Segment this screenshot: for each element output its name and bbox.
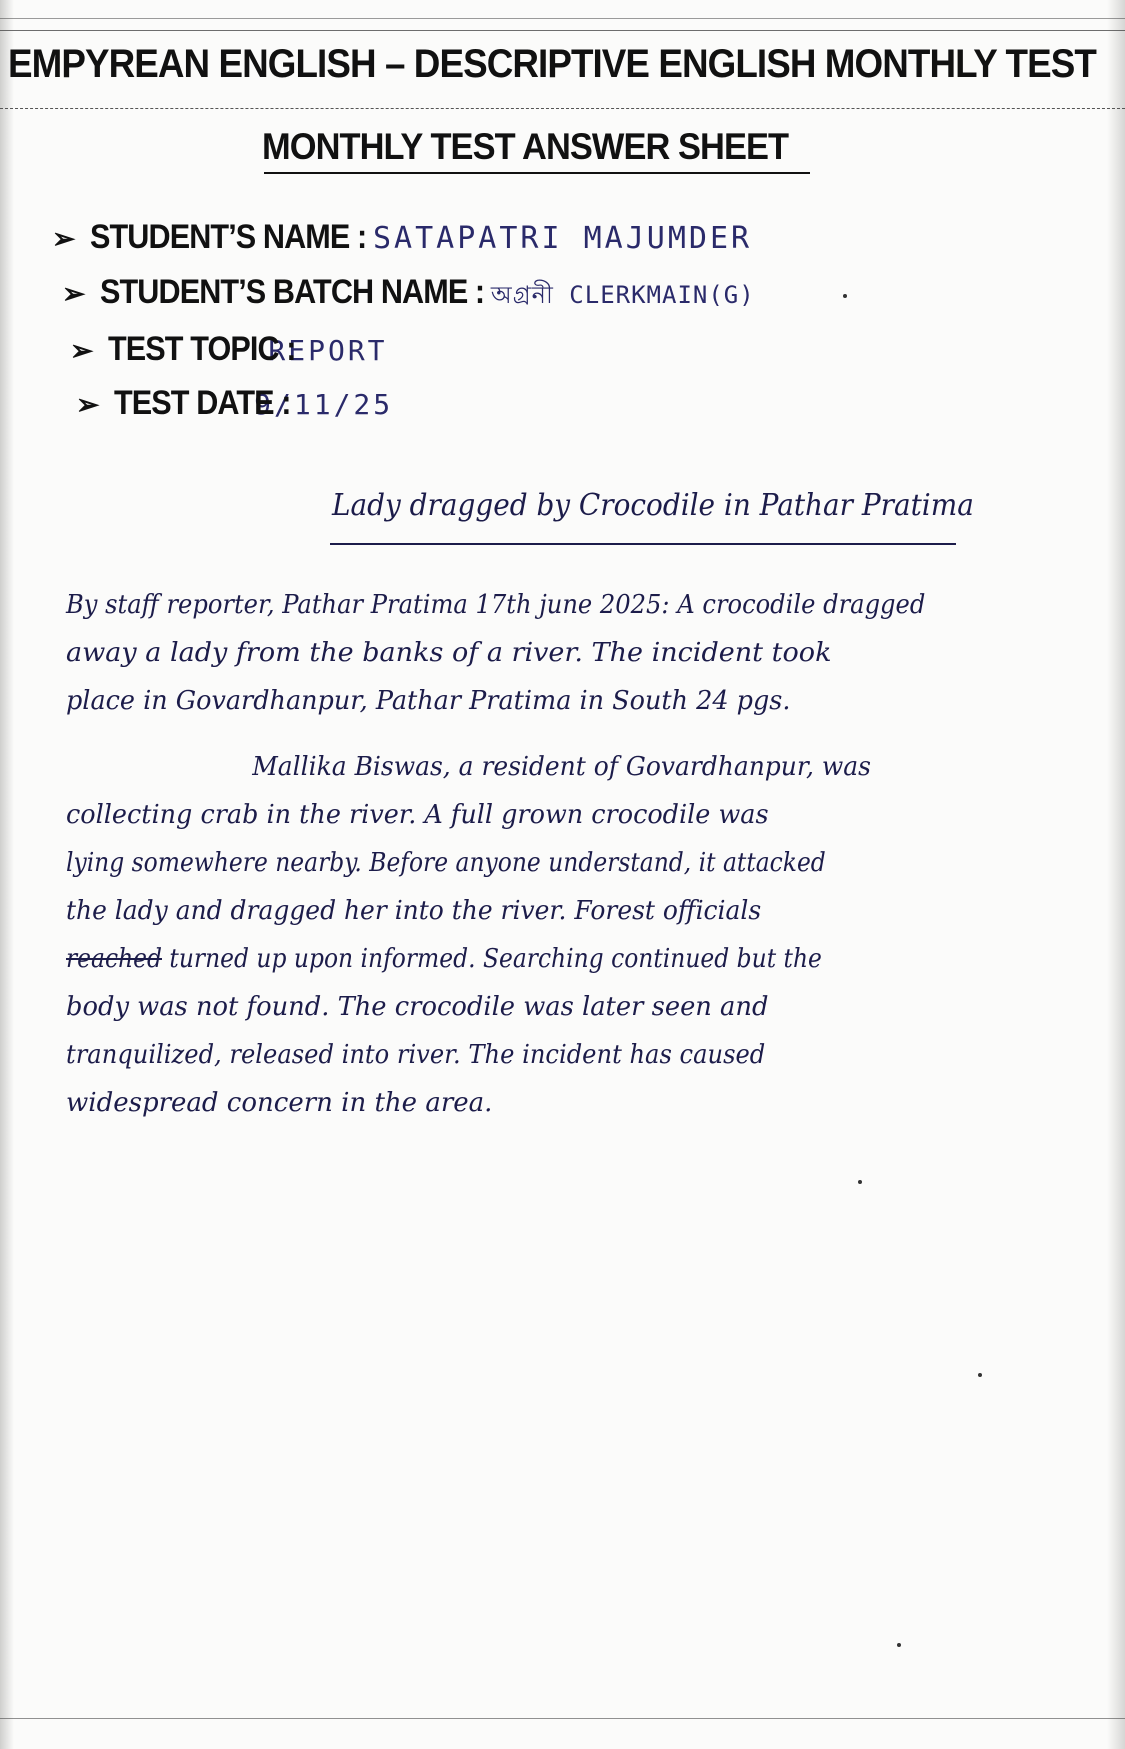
report-body [66, 590, 1086, 1136]
field-test-date [76, 384, 393, 423]
ink-speck [858, 1180, 862, 1184]
field-label: TEST DATE : [114, 384, 291, 422]
report-line: lying somewhere nearby. Before anyone understand, it attacked [66, 848, 826, 878]
ink-speck [897, 1643, 901, 1647]
top-border-line-2 [0, 30, 1125, 31]
test-header-title: EMPYREAN ENGLISH – DESCRIPTIVE ENGLISH MONTHLY TEST [8, 42, 1096, 86]
arrow-bullet-icon: ➢ [70, 335, 94, 366]
report-line: tranquilized, released into river. The incident has caused [66, 1040, 766, 1070]
paper-edge-right [1107, 0, 1125, 1749]
paper-edge-left [0, 0, 14, 1749]
field-label: STUDENT’S BATCH NAME : [100, 273, 485, 311]
headline-underline [330, 543, 956, 545]
sheet-title: MONTHLY TEST ANSWER SHEET [262, 126, 789, 167]
report-line: the lady and dragged her into the river. Forest officials [66, 896, 762, 926]
field-test-topic [70, 330, 388, 369]
header-divider [0, 108, 1125, 109]
top-border-line [0, 18, 1125, 19]
field-label: TEST TOPIC : [108, 330, 296, 368]
field-batch-name [62, 273, 755, 317]
report-line-text: turned up upon informed. Searching continued but the [169, 944, 822, 974]
report-line: collecting crab in the river. A full grown crocodile was [66, 800, 769, 830]
field-value: 9/11/25 [254, 388, 394, 421]
arrow-bullet-icon: ➢ [62, 278, 86, 309]
ink-speck [843, 294, 847, 298]
report-line: away a lady from the banks of a river. The incident took [66, 638, 832, 668]
report-line: By staff reporter, Pathar Pratima 17th june 2025: A crocodile dragged [66, 590, 926, 620]
bottom-border-line [0, 1718, 1125, 1719]
field-value: অগ্রনী CLERKMAIN(G) [490, 281, 755, 309]
arrow-bullet-icon: ➢ [52, 223, 76, 254]
report-line-with-correction [66, 944, 984, 992]
field-value: SATAPATRI MAJUMDER [373, 221, 753, 256]
ink-speck [978, 1373, 982, 1377]
field-value: REPORT [268, 334, 388, 367]
report-line: place in Govardhanpur, Pathar Pratima in South 24 pgs. [66, 686, 791, 716]
field-label: STUDENT’S NAME : [90, 218, 367, 256]
report-line: widespread concern in the area. [66, 1088, 493, 1118]
report-line: Mallika Biswas, a resident of Govardhanpur, was [252, 752, 871, 782]
arrow-bullet-icon: ➢ [76, 389, 100, 420]
sheet-title-underline [264, 172, 810, 174]
report-line: body was not found. The crocodile was later seen and [66, 992, 769, 1022]
report-headline: Lady dragged by Crocodile in Pathar Pratima [332, 488, 974, 523]
field-student-name [52, 218, 752, 257]
struck-word: reached [66, 944, 162, 974]
